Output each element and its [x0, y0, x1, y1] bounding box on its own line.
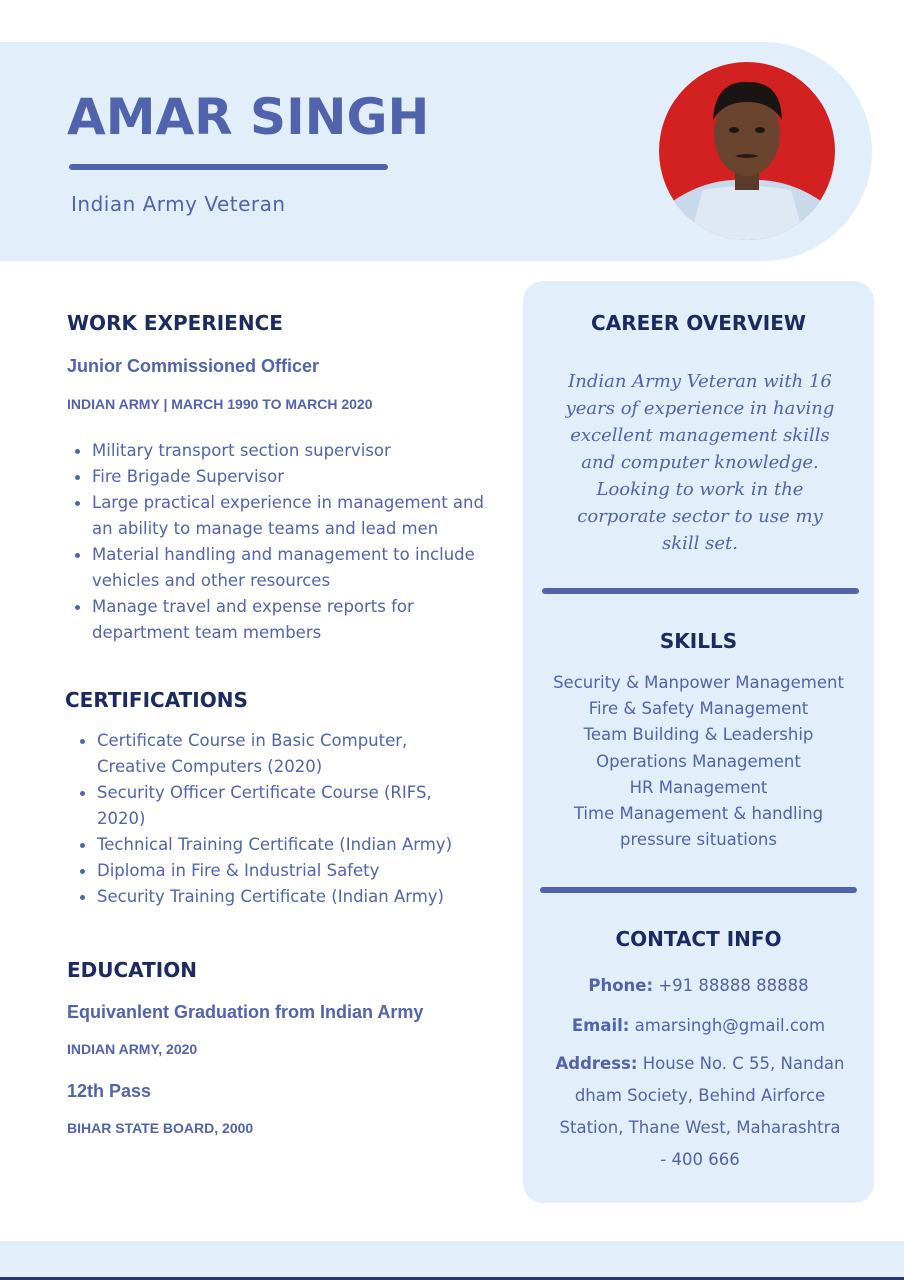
- education-heading: EDUCATION: [67, 958, 197, 982]
- certifications-list: [73, 728, 463, 910]
- skills-list: [523, 670, 874, 853]
- skill-item: HR Management: [629, 777, 768, 797]
- skills-heading: SKILLS: [659, 629, 738, 653]
- list-item: Manage travel and expense reports for department team members: [68, 594, 488, 646]
- address-label: Address:: [555, 1054, 638, 1073]
- skill-item: Team Building & Leadership: [583, 725, 814, 745]
- career-overview-text: Indian Army Veteran with 16 years of experience in having excellent management skills and computer knowledge. Looking to work in the corporate sector to use my skill set.: [565, 371, 835, 554]
- list-item: Certificate Course in Basic Computer, Creative Computers (2020): [73, 728, 463, 780]
- skill-item: Fire & Safety Management: [588, 699, 809, 719]
- career-overview-heading: CAREER OVERVIEW: [591, 311, 806, 335]
- education-title: 12th Pass: [67, 1081, 152, 1101]
- list-item: Security Training Certificate (Indian Army): [73, 884, 463, 910]
- list-item: Security Officer Certificate Course (RIFS, 2020): [73, 780, 463, 832]
- education-detail: BIHAR STATE BOARD, 2000: [67, 1120, 254, 1136]
- job-title: Junior Commissioned Officer: [67, 356, 320, 376]
- phone-line: [523, 976, 874, 995]
- work-bullets: [68, 438, 488, 646]
- list-item: Fire Brigade Supervisor: [68, 464, 488, 490]
- list-item: Military transport section supervisor: [68, 438, 488, 464]
- skill-item: Operations Management: [596, 751, 801, 771]
- contact-info-heading: CONTACT INFO: [615, 927, 782, 951]
- email-label: Email:: [571, 1016, 630, 1035]
- skill-item: Time Management & handling pressure situations: [573, 804, 824, 850]
- education-detail: INDIAN ARMY, 2020: [67, 1041, 198, 1057]
- profile-photo-illustration: [659, 62, 835, 240]
- email-value[interactable]: amarsingh@gmail.com: [634, 1016, 826, 1035]
- address-block: [555, 1048, 845, 1176]
- phone-label: Phone:: [588, 976, 654, 995]
- address-value: House No. C 55, Nandan dham Society, Behind Airforce Station, Thane West, Maharashtra - 400 666: [559, 1054, 845, 1169]
- profile-photo: [659, 62, 835, 240]
- list-item: Large practical experience in management and an ability to manage teams and lead men: [68, 490, 488, 542]
- divider: [540, 887, 857, 893]
- education-title: Equivanlent Graduation from Indian Army: [67, 1002, 424, 1022]
- work-experience-heading: WORK EXPERIENCE: [67, 311, 283, 335]
- footer-band: [0, 1241, 904, 1280]
- certifications-heading: CERTIFICATIONS: [65, 688, 248, 712]
- list-item: Material handling and management to include vehicles and other resources: [68, 542, 488, 594]
- divider: [542, 588, 859, 594]
- name-underline: [69, 164, 388, 170]
- job-organization: INDIAN ARMY | MARCH 1990 TO MARCH 2020: [67, 396, 373, 412]
- list-item: Diploma in Fire & Industrial Safety: [73, 858, 463, 884]
- skill-item: Security & Manpower Management: [553, 673, 844, 692]
- candidate-tagline: Indian Army Veteran: [71, 192, 286, 216]
- list-item: Technical Training Certificate (Indian Army): [73, 832, 463, 858]
- phone-value: +91 88888 88888: [658, 976, 809, 995]
- email-line: [523, 1016, 874, 1035]
- candidate-name: AMAR SINGH: [67, 88, 430, 146]
